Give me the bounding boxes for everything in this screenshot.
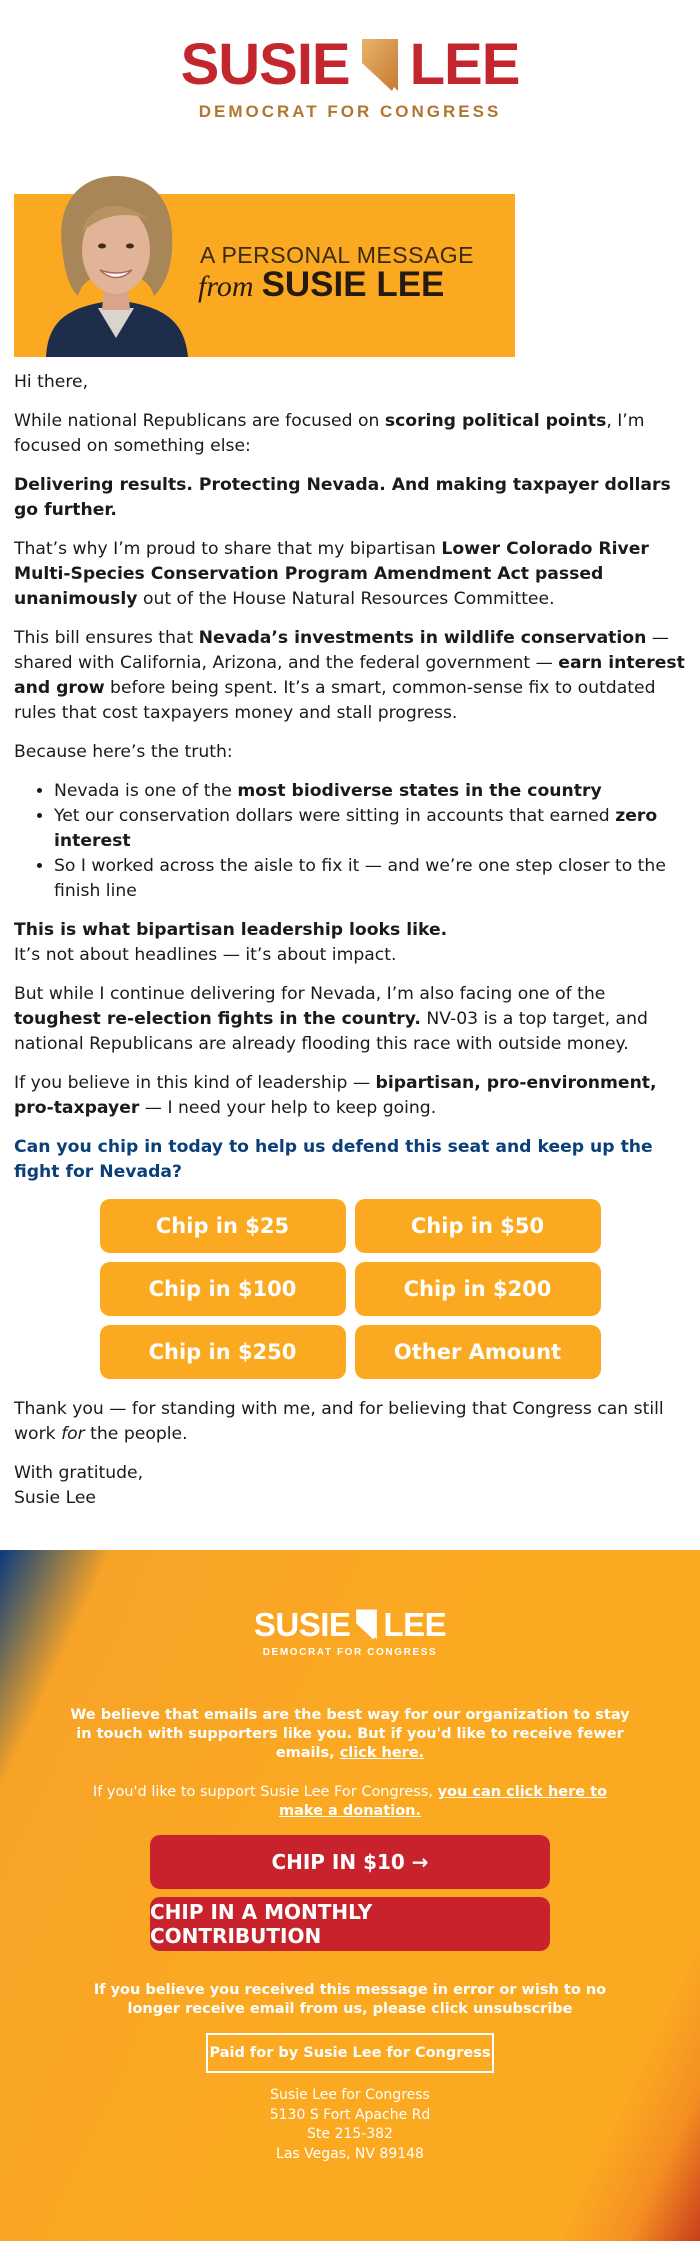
footer-nevada-icon: [355, 1608, 378, 1641]
support-notice: If you'd like to support Susie Lee For Congress, you can click here to make a donation.: [92, 1784, 608, 1819]
banner-name: SUSIE LEE: [261, 265, 445, 304]
banner-from: from: [198, 270, 254, 303]
banner-line1: A PERSONAL MESSAGE: [200, 242, 475, 268]
paragraph-8: If you believe in this kind of leadership — bipartisan, pro-environment, pro-taxpayer — I need your help to keep going.: [14, 1073, 657, 1118]
chip-in-25-button[interactable]: Chip in $25: [100, 1199, 346, 1253]
footer-logo-word-left: SUSIE: [253, 1606, 351, 1643]
paragraph-1: While national Republicans are focused on scoring political points, I’m focused on something else:: [14, 411, 645, 456]
other-amount-button[interactable]: Other Amount: [355, 1325, 601, 1379]
donation-ask: Can you chip in today to help us defend this seat and keep up the fight for Nevada?: [14, 1137, 653, 1182]
truth-list: [14, 779, 686, 904]
candidate-portrait: [26, 168, 206, 357]
chip-in-100-button[interactable]: Chip in $100: [100, 1262, 346, 1316]
donation-link[interactable]: you can click here to make a donation.: [278, 1784, 608, 1819]
paragraph-3: That’s why I’m proud to share that my bipartisan Lower Colorado River Multi-Species Conservation Program Amendment Act passed unanimously out of the House Natural Resources Committee.: [14, 539, 649, 609]
chip-in-250-button[interactable]: Chip in $250: [100, 1325, 346, 1379]
list-item: • Yet our conservation dollars were sitting in accounts that earned zero interest: [54, 804, 686, 854]
thank-you: Thank you — for standing with me, and for believing that Congress can still work for the people.: [14, 1399, 664, 1444]
chip-in-10-button[interactable]: CHIP IN $10 →: [150, 1835, 550, 1889]
personal-message-banner: [14, 194, 515, 357]
chip-in-50-button[interactable]: Chip in $50: [355, 1199, 601, 1253]
letter-content: [14, 370, 686, 1525]
footer-logo-word-right: LEE: [383, 1606, 447, 1643]
logo-word-right: LEE: [409, 32, 520, 97]
campaign-logo: [0, 32, 700, 122]
paragraph-2: Delivering results. Protecting Nevada. And making taxpayer dollars go further.: [14, 475, 671, 520]
signoff: With gratitude, Susie Lee: [14, 1463, 144, 1508]
paragraph-4: This bill ensures that Nevada’s investments in wildlife conservation — shared with California, Arizona, and the federal government — earn interest and grow before being spent. It’s a smart, common-sense fix to outdated rules that cost taxpayers money and stall progress.: [14, 628, 685, 723]
footer-logo: [0, 1608, 700, 1658]
emails-notice: We believe that emails are the best way for our organization to stay in touch with supporters like you. But if you'd like to receive fewer emails, click here.: [70, 1707, 630, 1761]
paid-for-box: Paid for by Susie Lee for Congress: [206, 2033, 494, 2073]
nevada-icon: [360, 37, 400, 93]
paragraph-7: But while I continue delivering for Nevada, I’m also facing one of the toughest re-election fights in the country. NV-03 is a top target, and national Republicans are already flooding this race with outside money.: [14, 984, 648, 1054]
logo-word-left: SUSIE: [180, 32, 350, 97]
list-item: • So I worked across the aisle to fix it — and we’re one step closer to the finish line: [54, 854, 686, 904]
paragraph-6: This is what bipartisan leadership looks like. It’s not about headlines — it’s about impact.: [14, 920, 448, 965]
unsubscribe-notice[interactable]: If you believe you received this message in error or wish to no longer receive email from us, please click unsubscribe: [93, 1982, 607, 2017]
greeting: Hi there,: [14, 372, 89, 392]
paragraph-5: Because here’s the truth:: [14, 742, 233, 762]
mailing-address: Susie Lee for Congress 5130 S Fort Apache Rd Ste 215-382 Las Vegas, NV 89148: [269, 2087, 431, 2162]
list-item: • Nevada is one of the most biodiverse states in the country: [54, 779, 686, 804]
email-footer: [0, 1550, 700, 2241]
logo-tagline: DEMOCRAT FOR CONGRESS: [198, 102, 502, 121]
chip-in-200-button[interactable]: Chip in $200: [355, 1262, 601, 1316]
footer-logo-tagline: DEMOCRAT FOR CONGRESS: [262, 1647, 438, 1658]
fewer-emails-link[interactable]: click here.: [339, 1745, 425, 1761]
monthly-contribution-button[interactable]: CHIP IN A MONTHLY CONTRIBUTION: [150, 1897, 550, 1951]
donation-buttons: [14, 1199, 686, 1379]
